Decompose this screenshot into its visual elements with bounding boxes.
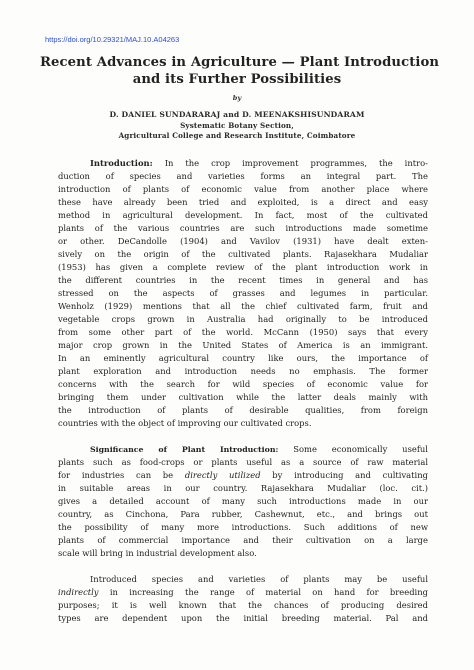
intro-text: In the crop improvement programmes, the intro- [164,158,428,168]
significance-line: gives a detailed account of many such introductions made in our [58,496,428,506]
intro-line: sively on the origin of the cultivated plants. Rajasekhara Mudaliar [58,249,428,259]
third-line: purposes; it is well known that the chances of producing desired [58,600,428,610]
intro-line: these have already been tried and exploited, is a direct and easy [58,197,428,207]
intro-line: Wenholz (1929) mentions that all the chief cultivated farm, fruit and [58,301,428,311]
third-text: in increasing the range of material on hand for breeding [109,587,428,597]
significance-line: plants of commercial importance and their cultivation on a large [58,535,428,545]
third-line [58,587,428,597]
intro-heading: Introduction: [90,158,153,168]
affiliation-section: Systematic Botany Section, [180,121,294,130]
third-line: types are dependent upon the initial breeding material. Pal and [58,613,428,623]
affiliation-institute: Agricultural College and Research Institute, Coimbatore [118,131,356,140]
article-title-line-2: and its Further Possibilities [132,72,342,87]
significance-line: scale will bring in industrial development also. [58,548,257,558]
significance-heading: Significance of Plant Introduction: [90,445,279,454]
intro-line: stressed on the aspects of grasses and legumes in particular. [58,288,428,298]
significance-line: in suitable areas in our country. Rajasekhara Mudaliar (loc. cit.) [58,483,428,493]
intro-line: from some other part of the world. McCann (1950) says that every [58,327,428,337]
significance-line: the possibility of many more introductions. Such additions of new [58,522,428,532]
intro-line-1 [90,158,428,168]
intro-line: or other. DeCandolle (1904) and Vavilov (1931) have dealt exten- [58,236,428,246]
intro-line: plant exploration and introduction needs no emphasis. The former [58,366,428,376]
intro-line: major crop grown in the United States of America is an immigrant. [58,340,428,350]
intro-line: the different countries in the recent times in general and has [58,275,428,285]
intro-line: introduction of plants of economic value from another place where [58,184,428,194]
significance-text: by introducing and cultivating [272,470,428,480]
significance-line-1 [90,444,428,455]
article-title-line-1: Recent Advances in Agriculture — Plant Introduction [40,55,440,70]
intro-line: duction of species and varieties forms an integral part. The [58,171,428,181]
significance-line: country, as Cinchona, Para rubber, Cashewnut, etc., and brings out [58,509,428,519]
third-line: Introduced species and varieties of plants may be useful [90,574,428,584]
significance-text: Some economically useful [293,444,428,454]
doi-link[interactable]: https://doi.org/10.29321/MAJ.10.A04263 [45,35,180,44]
byline: by [232,94,242,102]
authors: D. DANIEL SUNDARARAJ and D. MEENAKSHISUNDARAM [109,110,365,119]
intro-line: vegetable crops grown in Australia had originally to be introduced [58,314,428,324]
significance-line: plants such as food-crops or plants useful as a source of raw material [58,457,428,467]
intro-line: concerns with the search for wild species of economic value for [58,379,428,389]
emphasis-text: directly utilized [184,470,261,480]
intro-line: bringing them under cultivation while the latter deals mainly with [58,392,428,402]
intro-line: the introduction of plants of desirable qualities, from foreign [58,405,428,415]
intro-line: plants of the various countries are such introductions made sometime [58,223,428,233]
intro-line: method in agricultural development. In fact, most of the cultivated [58,210,428,220]
significance-line [58,470,428,480]
significance-text: for industries can be [58,470,174,480]
emphasis-text: indirectly [58,587,99,597]
intro-line: countries with the object of improving our cultivated crops. [58,418,312,428]
intro-line: In an eminently agricultural country like ours, the importance of [58,353,428,363]
intro-line: (1953) has given a complete review of the plant introduction work in [58,262,428,272]
